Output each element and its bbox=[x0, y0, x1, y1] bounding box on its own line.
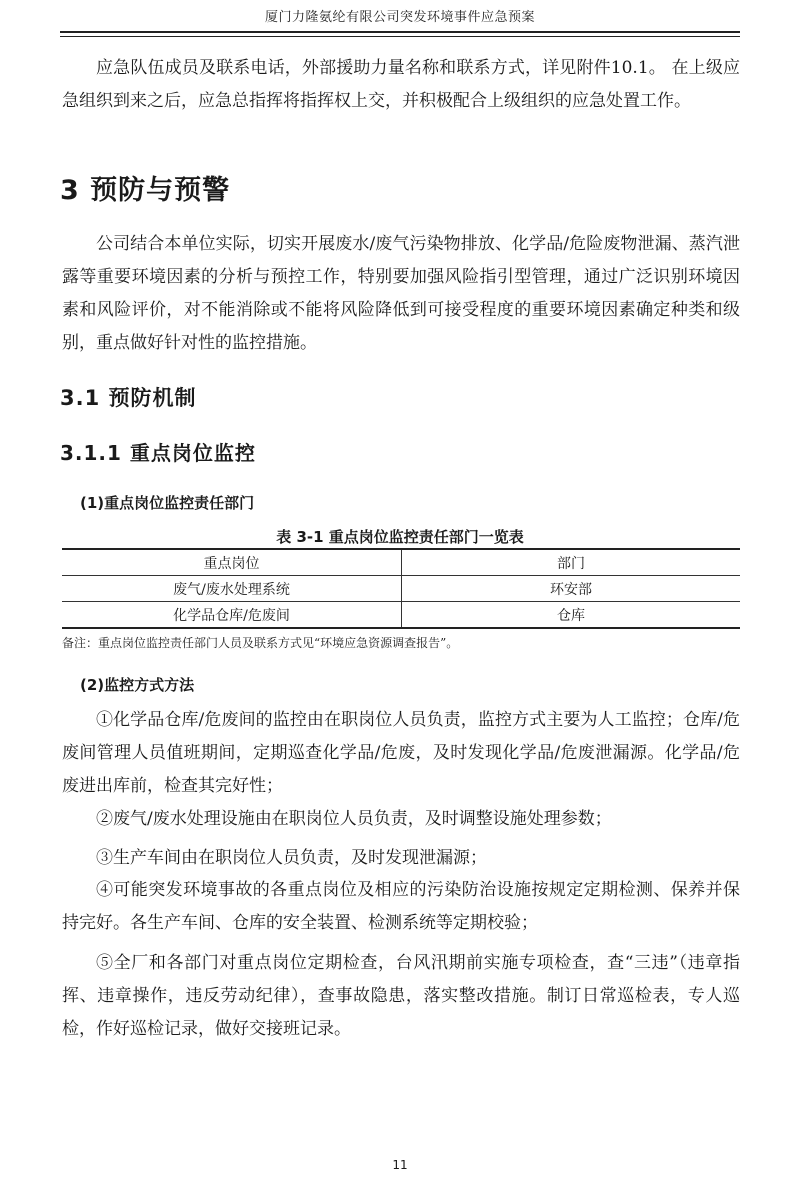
table-caption: 表 3-1 重点岗位监控责任部门一览表 bbox=[276, 528, 524, 546]
section-3-heading: 3 预防与预警 bbox=[60, 175, 231, 206]
table-cell: 化学品仓库/危废间 bbox=[62, 602, 402, 629]
table-row bbox=[62, 602, 740, 629]
monitor-item-4: ④可能突发环境事故的各重点岗位及相应的污染防治设施按规定定期检测、保养并保持完好。各生产车间、仓库的安全装置、检测系统等定期校验； bbox=[62, 880, 740, 933]
intro-paragraph: 应急队伍成员及联系电话，外部援助力量名称和联系方式，详见附件10.1。 在上级应急组织到来之后，应急总指挥将指挥权上交，并积极配合上级组织的应急处置工作。 bbox=[62, 58, 740, 111]
table-cell: 仓库 bbox=[402, 602, 741, 629]
section-3-1-heading: 3.1 预防机制 bbox=[60, 386, 197, 410]
subsection-2-heading: (2)监控方式方法 bbox=[80, 676, 195, 694]
monitor-item-3: ③生产车间由在职岗位人员负责，及时发现泄漏源； bbox=[96, 848, 487, 868]
subsection-1-heading: (1)重点岗位监控责任部门 bbox=[80, 494, 255, 512]
header-rule-thick bbox=[60, 31, 740, 33]
section-3-paragraph: 公司结合本单位实际，切实开展废水/废气污染物排放、化学品/危险废物泄漏、蒸汽泄露等重要环境因素的分析与预控工作，特别要加强风险指引型管理，通过广泛识别环境因素和风险评价，对不能消除或不能将风险降低到可接受程度的重要环境因素确定种类和级别，重点做好针对性的监控措施。 bbox=[62, 234, 740, 353]
monitor-item-2: ②废气/废水处理设施由在职岗位人员负责，及时调整设施处理参数； bbox=[96, 809, 612, 829]
monitor-item-5: ⑤全厂和各部门对重点岗位定期检查，台风汛期前实施专项检查，查“三违”（违章指挥、违章操作，违反劳动纪律），查事故隐患，落实整改措施。制订日常巡检表，专人巡检，作好巡检记录，做好交接班记录。 bbox=[62, 953, 740, 1039]
table-header-cell: 部门 bbox=[402, 549, 741, 576]
page-header-title: 厦门力隆氨纶有限公司突发环境事件应急预案 bbox=[264, 10, 535, 25]
page-number: 11 bbox=[392, 1158, 408, 1172]
table-note: 备注：重点岗位监控责任部门人员及联系方式见“环境应急资源调查报告”。 bbox=[62, 636, 459, 650]
table-header-row bbox=[62, 549, 740, 576]
header-rule-thin bbox=[60, 36, 740, 37]
table-cell: 环安部 bbox=[402, 576, 741, 602]
table-cell: 废气/废水处理系统 bbox=[62, 576, 402, 602]
responsibility-table bbox=[62, 548, 740, 629]
section-3-1-1-heading: 3.1.1 重点岗位监控 bbox=[60, 441, 256, 465]
table-header-cell: 重点岗位 bbox=[62, 549, 402, 576]
table-row bbox=[62, 576, 740, 602]
monitor-item-1: ①化学品仓库/危废间的监控由在职岗位人员负责，监控方式主要为人工监控；仓库/危废间管理人员值班期间，定期巡查化学品/危废，及时发现化学品/危废泄漏源。化学品/危废进出库前，检查其完好性； bbox=[62, 710, 740, 796]
